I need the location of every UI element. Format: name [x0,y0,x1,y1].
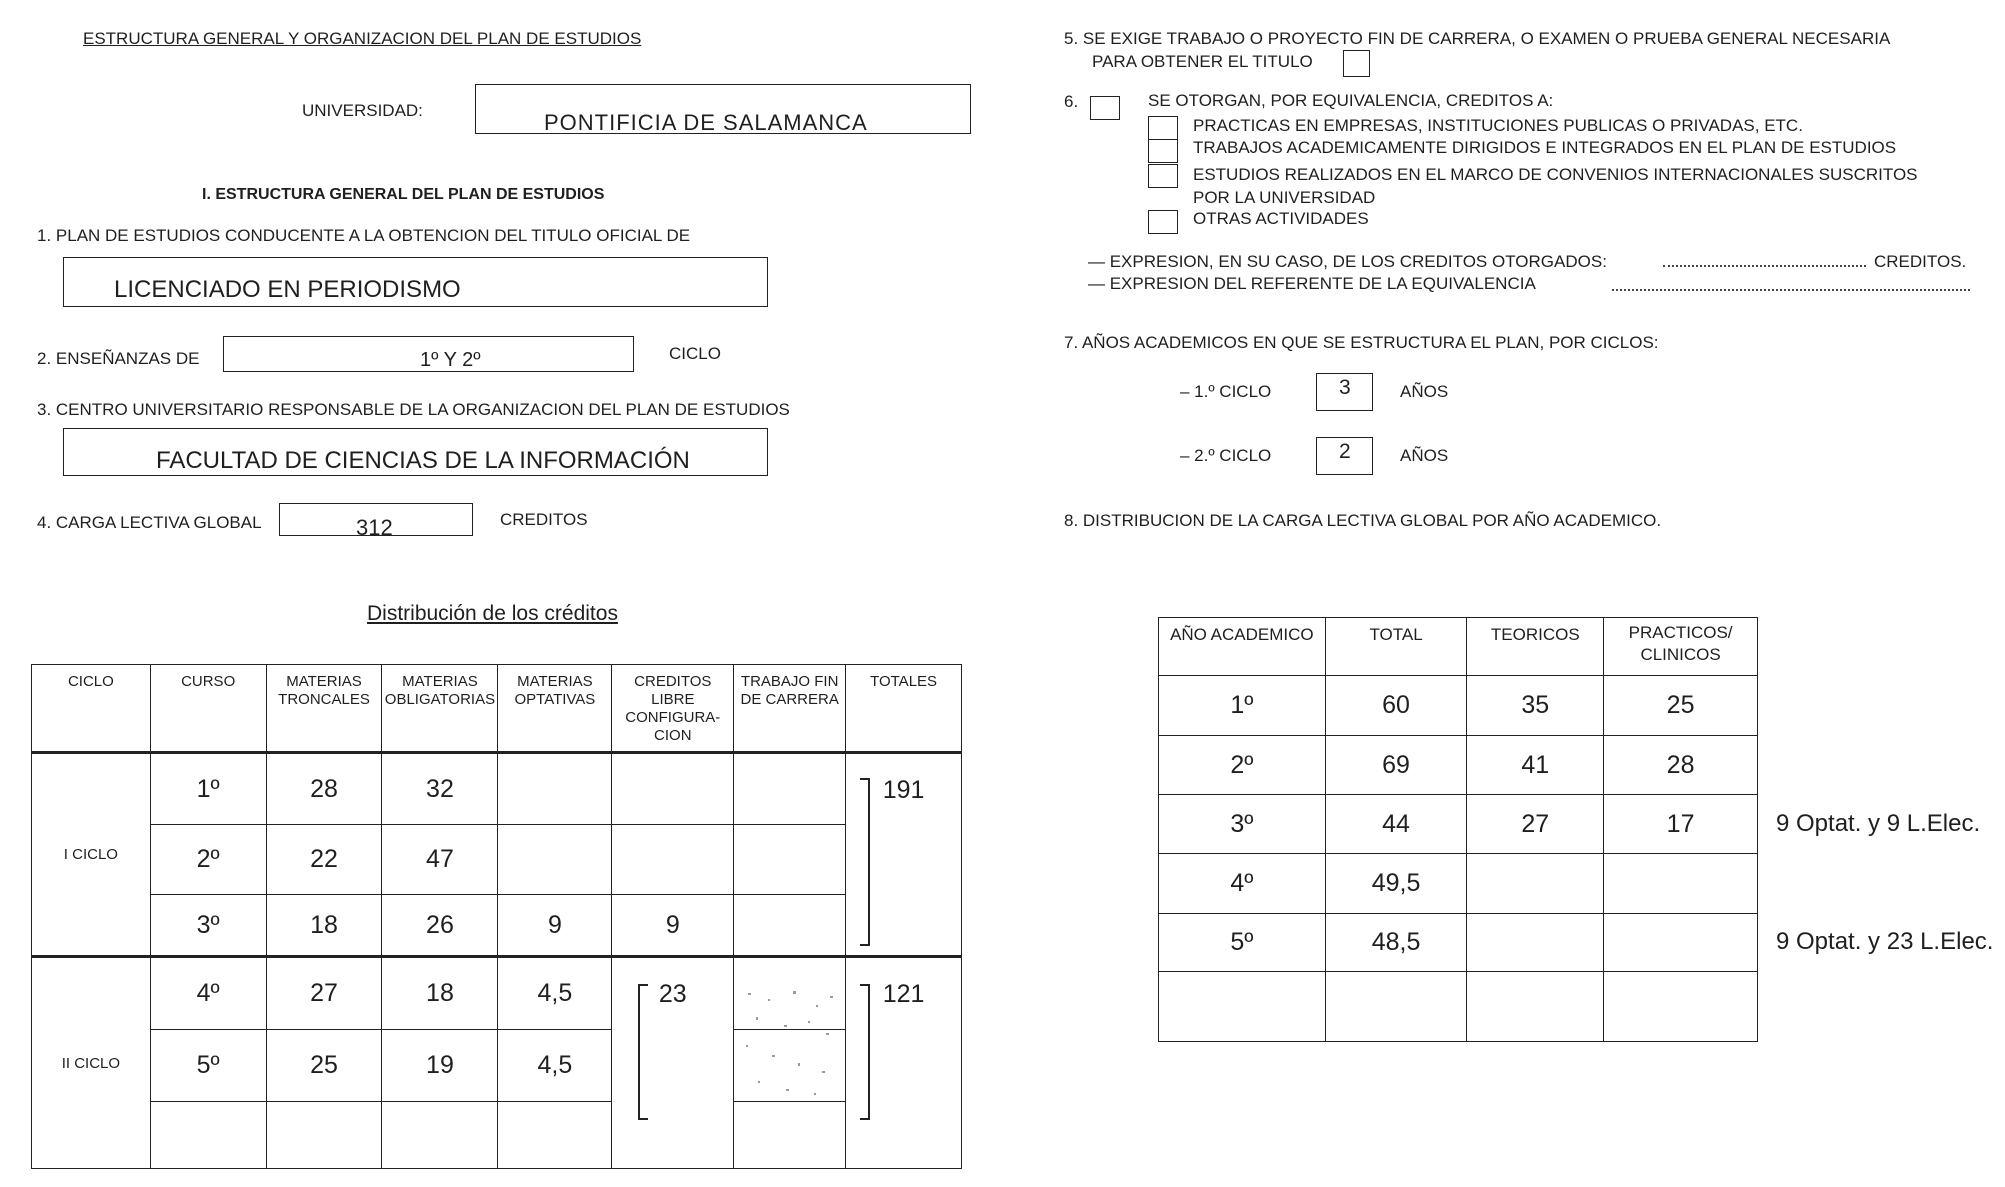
table-row [32,895,962,957]
option-practicas: PRACTICAS EN EMPRESAS, INSTITUCIONES PUBLICAS O PRIVADAS, ETC. [1193,116,1803,135]
empty-cell [734,1102,846,1169]
table-row [1159,854,1758,914]
option-otras: OTRAS ACTIVIDADES [1193,209,1369,228]
curso-cell: 1º [150,753,266,825]
ensenanzas-field [223,336,634,372]
optativas-cell: 9 [498,895,612,957]
section1-title: I. ESTRUCTURA GENERAL DEL PLAN DE ESTUDIOS [202,186,605,203]
ciclo2-value: 2 [1339,440,1351,463]
header-ano: AÑO ACADEMICO [1159,618,1326,676]
carga-value: 312 [356,515,393,540]
obligatorias-cell: 47 [382,825,498,895]
trabajo-cell [734,825,846,895]
expresion-referente: — EXPRESION DEL REFERENTE DE LA EQUIVALENCIA [1088,274,1536,293]
libre-cell [612,825,734,895]
optativas-cell [498,753,612,825]
expresion-creditos: — EXPRESION, EN SU CASO, DE LOS CREDITOS OTORGADOS: [1088,252,1607,271]
ciclo2-label: – 2.º CICLO [1180,446,1272,465]
troncales-cell: 22 [266,825,382,895]
practicos-cell [1604,914,1758,972]
optativas-cell [498,825,612,895]
trabajo-cell [734,895,846,957]
table-row [1159,795,1758,854]
universidad-value: PONTIFICIA DE SALAMANCA [544,110,868,135]
estudios-checkbox[interactable] [1148,164,1178,188]
empty-cell [1159,972,1326,1042]
libre-ciclo2-cell [612,957,734,1169]
total-cell: 49,5 [1325,854,1467,914]
troncales-cell: 18 [266,895,382,957]
dotted-line [1663,265,1866,267]
obligatorias-cell: 26 [382,895,498,957]
item6-checkbox[interactable] [1090,96,1120,120]
ano-cell: 4º [1159,854,1326,914]
dotted-line [1612,289,1970,291]
header-teoricos: TEORICOS [1467,618,1604,676]
header-optativas: MATERIAS OPTATIVAS [498,665,612,753]
item5-line1: 5. SE EXIGE TRABAJO O PROYECTO FIN DE CARRERA, O EXAMEN O PRUEBA GENERAL NECESARIA [1064,29,1891,48]
troncales-cell: 27 [266,957,382,1030]
practicas-checkbox[interactable] [1148,116,1178,140]
empty-cell [498,1102,612,1169]
practicos-cell: 17 [1604,795,1758,854]
teoricos-cell: 35 [1467,676,1604,736]
empty-cell [266,1102,382,1169]
item6-number: 6. [1064,92,1079,111]
item8-label: 8. DISTRIBUCION DE LA CARGA LECTIVA GLOBAL POR AÑO ACADEMICO. [1064,511,1662,530]
practicos-cell: 28 [1604,736,1758,795]
form-heading: ESTRUCTURA GENERAL Y ORGANIZACION DEL PLAN DE ESTUDIOS [83,29,642,48]
header-ciclo: CICLO [32,665,151,753]
table-row [1159,972,1758,1042]
bracket-ciclo1-total [860,778,870,946]
ensenanzas-value: 1º Y 2º [420,349,481,371]
header-total: TOTAL [1325,618,1467,676]
empty-cell [382,1102,498,1169]
trabajo-cell [734,753,846,825]
troncales-cell: 25 [266,1030,382,1102]
table-row [32,825,962,895]
practicos-cell: 25 [1604,676,1758,736]
header-totales: TOTALES [846,665,962,753]
curso-cell: 3º [150,895,266,957]
total-ciclo2-value: 121 [882,980,925,1008]
carga-field [279,503,473,540]
creditos-title: Distribución de los créditos [367,602,618,625]
empty-cell [1467,972,1604,1042]
item6-label: SE OTORGAN, POR EQUIVALENCIA, CREDITOS A: [1148,91,1554,110]
note-3: 9 Optat. y 9 L.Elec. [1776,810,1981,837]
header-libre: CREDITOS LIBRE CONFIGURA- CION [612,665,734,753]
trabajos-checkbox[interactable] [1148,139,1178,163]
anual-header-row [1159,618,1758,676]
libre-cell: 9 [612,895,734,957]
ano-cell: 2º [1159,736,1326,795]
ano-cell: 5º [1159,914,1326,972]
item2-suffix: CICLO [669,344,721,363]
empty-cell [150,1102,266,1169]
empty-cell [1325,972,1467,1042]
ano-cell: 3º [1159,795,1326,854]
troncales-cell: 28 [266,753,382,825]
centro-field [63,428,768,476]
total-cell: 60 [1325,676,1467,736]
item7-label: 7. AÑOS ACADEMICOS EN QUE SE ESTRUCTURA EL PLAN, POR CICLOS: [1064,333,1659,352]
total-ciclo1-value: 191 [882,776,925,804]
total-cell: 48,5 [1325,914,1467,972]
curso-cell: 5º [150,1030,266,1102]
ciclo1-value: 3 [1339,376,1351,399]
ciclo1-label: – 1.º CICLO [1180,382,1272,401]
item4-suffix: CREDITOS [500,510,588,529]
curso-cell: 2º [150,825,266,895]
header-curso: CURSO [150,665,266,753]
table-row [32,1102,962,1169]
option-estudios-cont: POR LA UNIVERSIDAD [1193,188,1376,207]
teoricos-cell: 41 [1467,736,1604,795]
obligatorias-cell: 32 [382,753,498,825]
total-cell: 69 [1325,736,1467,795]
bracket-ciclo2-total [860,984,870,1120]
table-row [1159,914,1758,972]
option-estudios: ESTUDIOS REALIZADOS EN EL MARCO DE CONVENIOS INTERNACIONALES SUSCRITOS [1193,165,1918,184]
item5-line2: PARA OBTENER EL TITULO [1092,52,1313,71]
titulo-value: LICENCIADO EN PERIODISMO [114,276,461,303]
curso-cell: 4º [150,957,266,1030]
teoricos-cell [1467,854,1604,914]
table-row [1159,676,1758,736]
ciclo2-cell: II CICLO [32,957,151,1169]
ciclo1-field [1316,373,1373,411]
universidad-label: UNIVERSIDAD: [302,101,423,120]
item3-label: 3. CENTRO UNIVERSITARIO RESPONSABLE DE LA ORGANIZACION DEL PLAN DE ESTUDIOS [37,400,790,419]
obligatorias-cell: 19 [382,1030,498,1102]
option-trabajos: TRABAJOS ACADEMICAMENTE DIRIGIDOS E INTEGRADOS EN EL PLAN DE ESTUDIOS [1193,138,1897,157]
libre-cell [612,753,734,825]
expresion-creditos-suffix: CREDITOS. [1874,252,1967,271]
optativas-cell: 4,5 [498,957,612,1030]
item4-label: 4. CARGA LECTIVA GLOBAL [37,513,262,532]
item1-label: 1. PLAN DE ESTUDIOS CONDUCENTE A LA OBTENCION DEL TITULO OFICIAL DE [37,226,691,245]
optativas-cell: 4,5 [498,1030,612,1102]
note-5: 9 Optat. y 23 L.Elec. [1776,928,1994,955]
titulo-field [63,257,768,307]
anos-label-2: AÑOS [1400,446,1449,465]
empty-cell [1604,972,1758,1042]
bracket-ciclo2-libre [638,984,648,1120]
table-row [1159,736,1758,795]
scan-noise [738,985,846,1105]
universidad-field [475,84,971,134]
header-obligatorias: MATERIAS OBLIGATORIAS [382,665,498,753]
ciclo1-cell: I CICLO [32,753,151,957]
centro-value: FACULTAD DE CIENCIAS DE LA INFORMACIÓN [156,447,690,474]
teoricos-cell: 27 [1467,795,1604,854]
obligatorias-cell: 18 [382,957,498,1030]
anual-table [1158,617,1758,1042]
ano-cell: 1º [1159,676,1326,736]
practicos-cell [1604,854,1758,914]
anos-label-1: AÑOS [1400,382,1449,401]
header-practicos: PRACTICOS/ CLINICOS [1604,618,1758,676]
ciclo2-field [1316,437,1373,475]
teoricos-cell [1467,914,1604,972]
creditos-header-row [32,665,962,753]
table-row [32,753,962,825]
otras-checkbox[interactable] [1148,210,1178,234]
header-trabajo: TRABAJO FIN DE CARRERA [734,665,846,753]
total-cell: 44 [1325,795,1467,854]
libre-ciclo2-value: 23 [658,980,687,1008]
item5-checkbox[interactable] [1343,50,1370,77]
header-troncales: MATERIAS TRONCALES [266,665,382,753]
item2-label: 2. ENSEÑANZAS DE [37,349,200,368]
